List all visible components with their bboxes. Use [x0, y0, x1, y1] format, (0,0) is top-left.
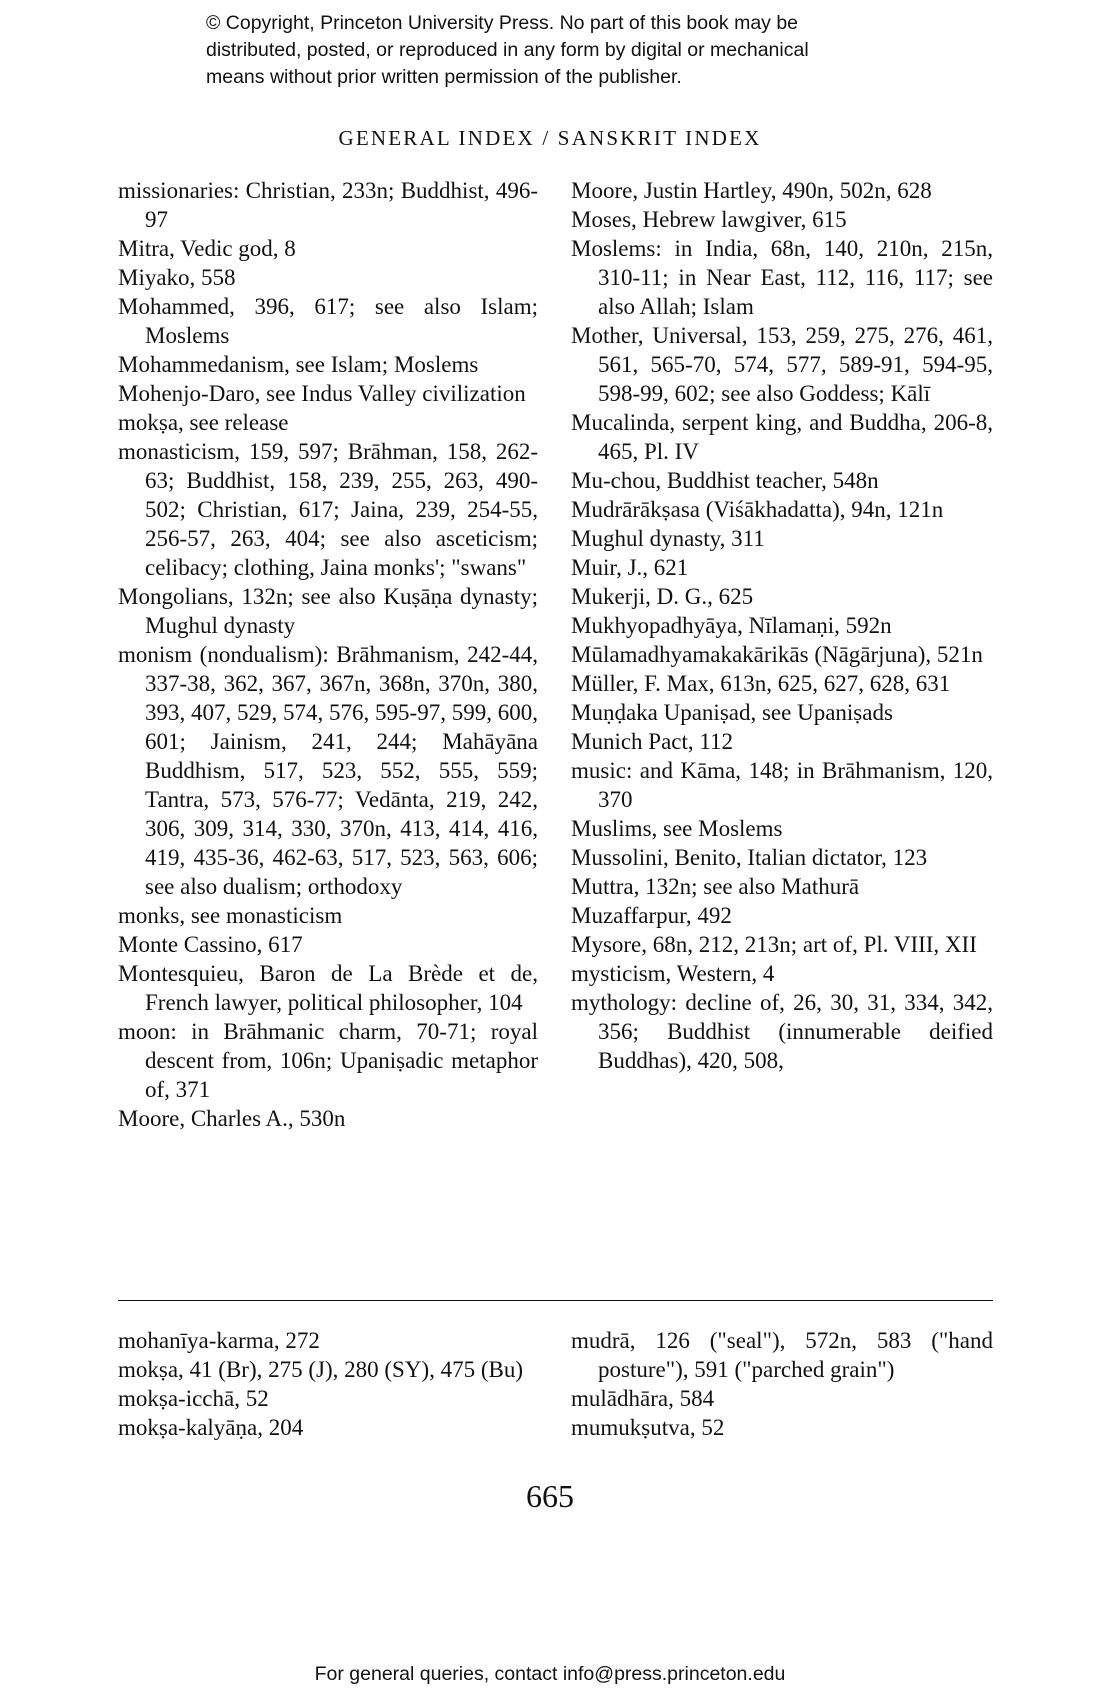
- index-entry: Mughul dynasty, 311: [571, 526, 765, 551]
- index-entry: Mucalinda, serpent king, and Buddha, 206-8, 465, Pl. IV: [571, 410, 993, 464]
- sanskrit-entry: mokṣa-kalyāṇa, 204: [118, 1415, 304, 1440]
- index-entry: Monte Cassino, 617: [118, 932, 303, 957]
- index-entry: mysticism, Western, 4: [571, 961, 775, 986]
- sanskrit-entry: mokṣa, 41 (Br), 275 (J), 280 (SY), 475 (Bu): [118, 1357, 524, 1382]
- copyright-notice: [206, 10, 926, 91]
- index-entry: Mūlamadhyamakakārikās (Nāgārjuna), 521n: [571, 642, 983, 667]
- sanskrit-entry: mokṣa-icchā, 52: [118, 1386, 269, 1411]
- index-entry: Munich Pact, 112: [571, 729, 734, 754]
- index-entry: Mohammedanism, see Islam; Moslems: [118, 352, 479, 377]
- index-entry: Mongolians, 132n; see also Kuṣāṇa dynasty; Mughul dynasty: [118, 584, 538, 638]
- index-entry: monism (nondualism): Brāhmanism, 242-44, 337-38, 362, 367, 367n, 368n, 370n, 380, 393, 407, 529, 574, 576, 595-97, 599, 600, 601; Jainism, 241, 244; Mahāyāna Buddhism, 517, 523, 552, 555, 559; Tantra, 573, 576-77; Vedānta, 219, 242, 306, 309, 314, 330, 370n, 413, 414, 416, 419, 435-36, 462-63, 517, 523, 563, 606; see also dualism; orthodoxy: [118, 642, 538, 899]
- index-entry: Mysore, 68n, 212, 213n; art of, Pl. VIII, XII: [571, 932, 977, 957]
- index-entry: monasticism, 159, 597; Brāhman, 158, 262-63; Buddhist, 158, 239, 255, 263, 490-502; Christian, 617; Jaina, 239, 254-55, 256-57, 263, 404; see also asceticism; celibacy; clothing, Jaina monks'; "swans": [118, 439, 538, 580]
- index-entry: Mukerji, D. G., 625: [571, 584, 754, 609]
- index-entry: Mohenjo-Daro, see Indus Valley civilization: [118, 381, 526, 406]
- index-entry: Muir, J., 621: [571, 555, 689, 580]
- index-entry: Montesquieu, Baron de La Brède et de, French lawyer, political philosopher, 104: [118, 961, 538, 1015]
- index-entry: Mu-chou, Buddhist teacher, 548n: [571, 468, 879, 493]
- index-entry: moon: in Brāhmanic charm, 70-71; royal descent from, 106n; Upaniṣadic metaphor of, 371: [118, 1019, 538, 1102]
- index-entry: Muṇḍaka Upaniṣad, see Upaniṣads: [571, 700, 893, 725]
- index-entry: Mussolini, Benito, Italian dictator, 123: [571, 845, 928, 870]
- sanskrit-index-left-column: [118, 1326, 538, 1442]
- index-entry: monks, see monasticism: [118, 903, 343, 928]
- index-entry: Moore, Justin Hartley, 490n, 502n, 628: [571, 178, 932, 203]
- copyright-line: distributed, posted, or reproduced in any form by digital or mechanical: [206, 39, 809, 61]
- index-entry: Moore, Charles A., 530n: [118, 1106, 346, 1131]
- index-entry: Muslims, see Moslems: [571, 816, 783, 841]
- running-header: GENERAL INDEX / SANSKRIT INDEX: [338, 126, 762, 150]
- index-divider: [118, 1300, 993, 1301]
- index-entry: Mohammed, 396, 617; see also Islam; Moslems: [118, 294, 538, 348]
- sanskrit-entry: mulādhāra, 584: [571, 1386, 715, 1411]
- index-entry: mythology: decline of, 26, 30, 31, 334, 342, 356; Buddhist (innumerable deified Buddhas), 420, 508,: [571, 990, 993, 1073]
- index-entry: Mitra, Vedic god, 8: [118, 236, 296, 261]
- index-entry: music: and Kāma, 148; in Brāhmanism, 120, 370: [571, 758, 993, 812]
- page-number: 665: [526, 1478, 574, 1514]
- index-entry: Moses, Hebrew lawgiver, 615: [571, 207, 847, 232]
- index-entry: Mukhyopadhyāya, Nīlamaṇi, 592n: [571, 613, 892, 638]
- index-entry: Moslems: in India, 68n, 140, 210n, 215n, 310-11; in Near East, 112, 116, 117; see also Allah; Islam: [571, 236, 993, 319]
- index-entry: Müller, F. Max, 613n, 625, 627, 628, 631: [571, 671, 951, 696]
- copyright-line: © Copyright, Princeton University Press. No part of this book may be: [206, 12, 799, 34]
- general-index-right-column: [571, 176, 993, 1075]
- index-entry: Muzaffarpur, 492: [571, 903, 732, 928]
- sanskrit-entry: mudrā, 126 ("seal"), 572n, 583 ("hand posture"), 591 ("parched grain"): [571, 1328, 993, 1382]
- index-entry: Mother, Universal, 153, 259, 275, 276, 461, 561, 565-70, 574, 577, 589-91, 594-95, 598-99, 602; see also Goddess; Kālī: [571, 323, 993, 406]
- index-entry: Muttra, 132n; see also Mathurā: [571, 874, 860, 899]
- index-entry: mokṣa, see release: [118, 410, 289, 435]
- copyright-line: means without prior written permission of the publisher.: [206, 66, 682, 88]
- index-entry: missionaries: Christian, 233n; Buddhist, 496-97: [118, 178, 538, 232]
- sanskrit-index-right-column: [571, 1326, 993, 1442]
- index-entry: Mudrārākṣasa (Viśākhadatta), 94n, 121n: [571, 497, 944, 522]
- index-entry: Miyako, 558: [118, 265, 236, 290]
- contact-footer: For general queries, contact info@press.princeton.edu: [314, 1663, 786, 1685]
- sanskrit-entry: mumukṣutva, 52: [571, 1415, 725, 1440]
- sanskrit-entry: mohanīya-karma, 272: [118, 1328, 320, 1353]
- general-index-left-column: [118, 176, 538, 1133]
